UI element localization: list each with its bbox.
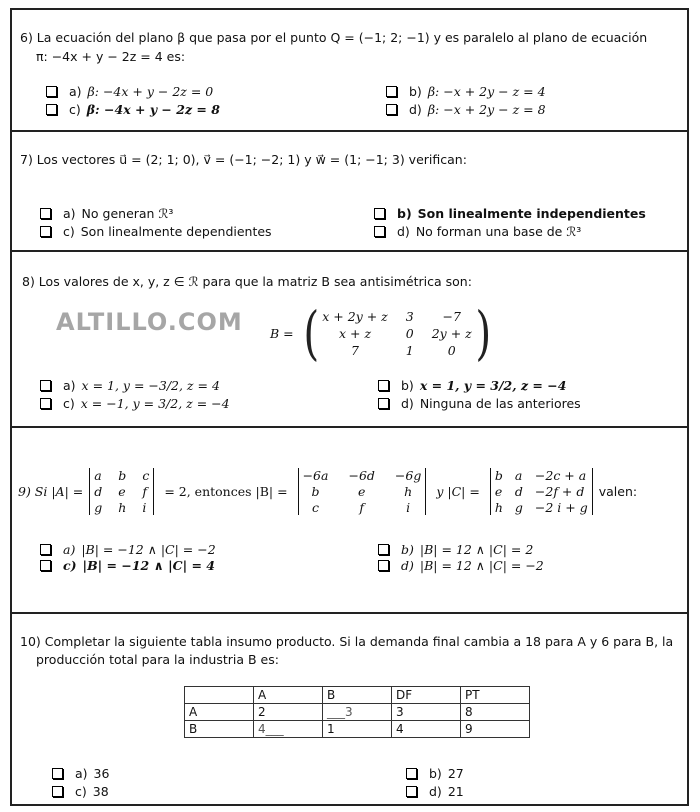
det-c-cell: a <box>514 468 523 483</box>
table-cell-filled: 4___ <box>254 721 323 738</box>
table-cell-filled: ___3 <box>323 704 392 721</box>
checkbox-icon[interactable] <box>378 544 389 555</box>
question-6-stem-line1: 6) La ecuación del plano β que pasa por el punto Q = (−1; 2; −1) y es paralelo al plano de ecuación <box>20 30 648 45</box>
question-9 <box>10 426 689 614</box>
determinant-b <box>298 468 427 515</box>
det-a-cell: g <box>94 500 103 515</box>
table-cell: 8 <box>461 704 530 721</box>
table-header-cell: B <box>323 687 392 704</box>
matrix-cell: 7 <box>351 342 359 358</box>
det-c-cell: −2 i + g <box>534 500 588 515</box>
table-header-cell <box>185 687 254 704</box>
checkbox-icon[interactable] <box>378 398 389 409</box>
table-cell: 2 <box>254 704 323 721</box>
checkbox-icon[interactable] <box>406 768 417 779</box>
det-b-cell: c <box>312 500 320 515</box>
matrix-cell: 3 <box>405 308 414 324</box>
table-cell: B <box>185 721 254 738</box>
matrix-b-label: B = <box>270 325 294 341</box>
q9-suffix: valen: <box>598 484 638 499</box>
matrix-cell: 2y + z <box>431 325 472 341</box>
table-cell: 1 <box>323 721 392 738</box>
q7-option-d[interactable]: d) No forman una base de ℛ³ <box>374 224 581 239</box>
det-a-cell: b <box>118 468 127 483</box>
checkbox-icon[interactable] <box>40 398 51 409</box>
table-cell: A <box>185 704 254 721</box>
checkbox-icon[interactable] <box>40 560 51 571</box>
question-6 <box>10 8 689 132</box>
q10-option-c[interactable]: c) 38 <box>52 784 109 799</box>
det-b-cell: i <box>406 500 411 515</box>
q10-option-d[interactable]: d) 21 <box>406 784 464 799</box>
checkbox-icon[interactable] <box>40 380 51 391</box>
question-8-stem: 8) Los valores de x, y, z ∈ ℛ para que la matriz B sea antisimétrica son: <box>22 274 472 289</box>
det-b-cell: −6g <box>394 468 422 483</box>
det-b-cell: b <box>311 484 320 499</box>
q6-option-d[interactable]: d) β: −x + 2y − z = 8 <box>386 102 546 117</box>
q7-option-c[interactable]: c) Son linealmente dependientes <box>40 224 272 239</box>
matrix-b <box>270 299 494 367</box>
matrix-cell: 1 <box>405 342 414 358</box>
checkbox-icon[interactable] <box>46 86 57 97</box>
det-b-cell: −6a <box>302 468 329 483</box>
table-header-cell: DF <box>392 687 461 704</box>
q8-option-c[interactable]: c) x = −1, y = 3/2, z = −4 <box>40 396 230 411</box>
det-c-cell: −2f + d <box>534 484 585 499</box>
left-paren-icon: ( <box>303 299 319 367</box>
det-b-cell: e <box>357 484 366 499</box>
q7-option-b[interactable]: b) Son linealmente independientes <box>374 206 646 221</box>
altillo-logo: ALTILLO.COM <box>56 308 243 336</box>
det-c-cell: h <box>494 500 503 515</box>
q9-option-a[interactable]: a) |B| = −12 ∧ |C| = −2 <box>40 542 216 557</box>
q6-option-a[interactable]: a) β: −4x + y − 2z = 0 <box>46 84 213 99</box>
table-cell: 9 <box>461 721 530 738</box>
determinant-c <box>490 468 593 515</box>
checkbox-icon[interactable] <box>374 208 385 219</box>
checkbox-icon[interactable] <box>378 560 389 571</box>
matrix-cell: 0 <box>405 325 414 341</box>
q8-option-d[interactable]: d) Ninguna de las anteriores <box>378 396 581 411</box>
table-cell: 3 <box>392 704 461 721</box>
det-c-cell: e <box>494 484 503 499</box>
checkbox-icon[interactable] <box>46 104 57 115</box>
q10-option-a[interactable]: a) 36 <box>52 766 109 781</box>
checkbox-icon[interactable] <box>40 208 51 219</box>
question-7 <box>10 130 689 252</box>
table-row <box>185 704 530 721</box>
matrix-b-cells <box>322 309 471 358</box>
q9-equals-two: = 2, entonces |B| = <box>164 484 288 499</box>
checkbox-icon[interactable] <box>378 380 389 391</box>
q8-option-b[interactable]: b) x = 1, y = 3/2, z = −4 <box>378 378 566 393</box>
matrix-cell: x + 2y + z <box>322 308 388 324</box>
question-10 <box>10 612 689 806</box>
det-a-cell: d <box>94 484 103 499</box>
q6-option-b[interactable]: b) β: −x + 2y − z = 4 <box>386 84 546 99</box>
det-a-cell: e <box>118 484 126 499</box>
checkbox-icon[interactable] <box>40 226 51 237</box>
table-cell: 4 <box>392 721 461 738</box>
det-a-cell: i <box>142 500 147 515</box>
table-row <box>185 721 530 738</box>
question-6-stem-line2: π: −4x + y − 2z = 4 es: <box>36 49 186 64</box>
matrix-cell: 0 <box>447 342 456 358</box>
det-a-cell: f <box>142 484 147 499</box>
q9-prefix: 9) Si |A| = <box>18 484 84 499</box>
question-8 <box>10 250 689 428</box>
q9-y-c: y |C| = <box>436 484 480 499</box>
matrix-cell: −7 <box>442 308 461 324</box>
det-c-cell: d <box>514 484 523 499</box>
det-a-cell: h <box>118 500 127 515</box>
det-c-cell: g <box>514 500 523 515</box>
question-9-stem <box>18 468 637 515</box>
right-paren-icon: ) <box>475 299 492 367</box>
checkbox-icon[interactable] <box>40 544 51 555</box>
det-b-cell: h <box>404 484 413 499</box>
table-header-cell: PT <box>461 687 530 704</box>
q10-option-b[interactable]: b) 27 <box>406 766 464 781</box>
determinant-a <box>89 468 154 515</box>
det-c-cell: b <box>494 468 503 483</box>
checkbox-icon[interactable] <box>406 786 417 797</box>
q9-option-b[interactable]: b) |B| = 12 ∧ |C| = 2 <box>378 542 533 557</box>
question-7-stem: 7) Los vectores u⃗ = (2; 1; 0), v⃗ = (−1; −2; 1) y w⃗ = (1; −1; 3) verifican: <box>20 152 467 167</box>
q8-option-a[interactable]: a) x = 1, y = −3/2, z = 4 <box>40 378 220 393</box>
checkbox-icon[interactable] <box>386 104 397 115</box>
q9-option-c[interactable]: c) |B| = −12 ∧ |C| = 4 <box>40 558 215 573</box>
det-c-cell: −2c + a <box>534 468 587 483</box>
checkbox-icon[interactable] <box>374 226 385 237</box>
table-header-cell: A <box>254 687 323 704</box>
q6-option-c[interactable]: c) β: −4x + y − 2z = 8 <box>46 102 220 117</box>
checkbox-icon[interactable] <box>52 768 63 779</box>
det-a-cell: c <box>142 468 150 483</box>
question-10-stem-line2: producción total para la industria B es: <box>36 652 279 667</box>
det-b-cell: −6d <box>348 468 375 483</box>
checkbox-icon[interactable] <box>52 786 63 797</box>
q9-option-d[interactable]: d) |B| = 12 ∧ |C| = −2 <box>378 558 544 573</box>
question-10-stem-line1: 10) Completar la siguiente tabla insumo producto. Si la demanda final cambia a 18 para A y 6 para B, la <box>20 634 674 649</box>
det-b-cell: f <box>359 500 364 515</box>
q7-option-a[interactable]: a) No generan ℛ³ <box>40 206 173 221</box>
det-a-cell: a <box>94 468 102 483</box>
input-output-table <box>184 686 530 738</box>
checkbox-icon[interactable] <box>386 86 397 97</box>
table-header-row <box>185 687 530 704</box>
matrix-cell: x + z <box>339 325 372 341</box>
